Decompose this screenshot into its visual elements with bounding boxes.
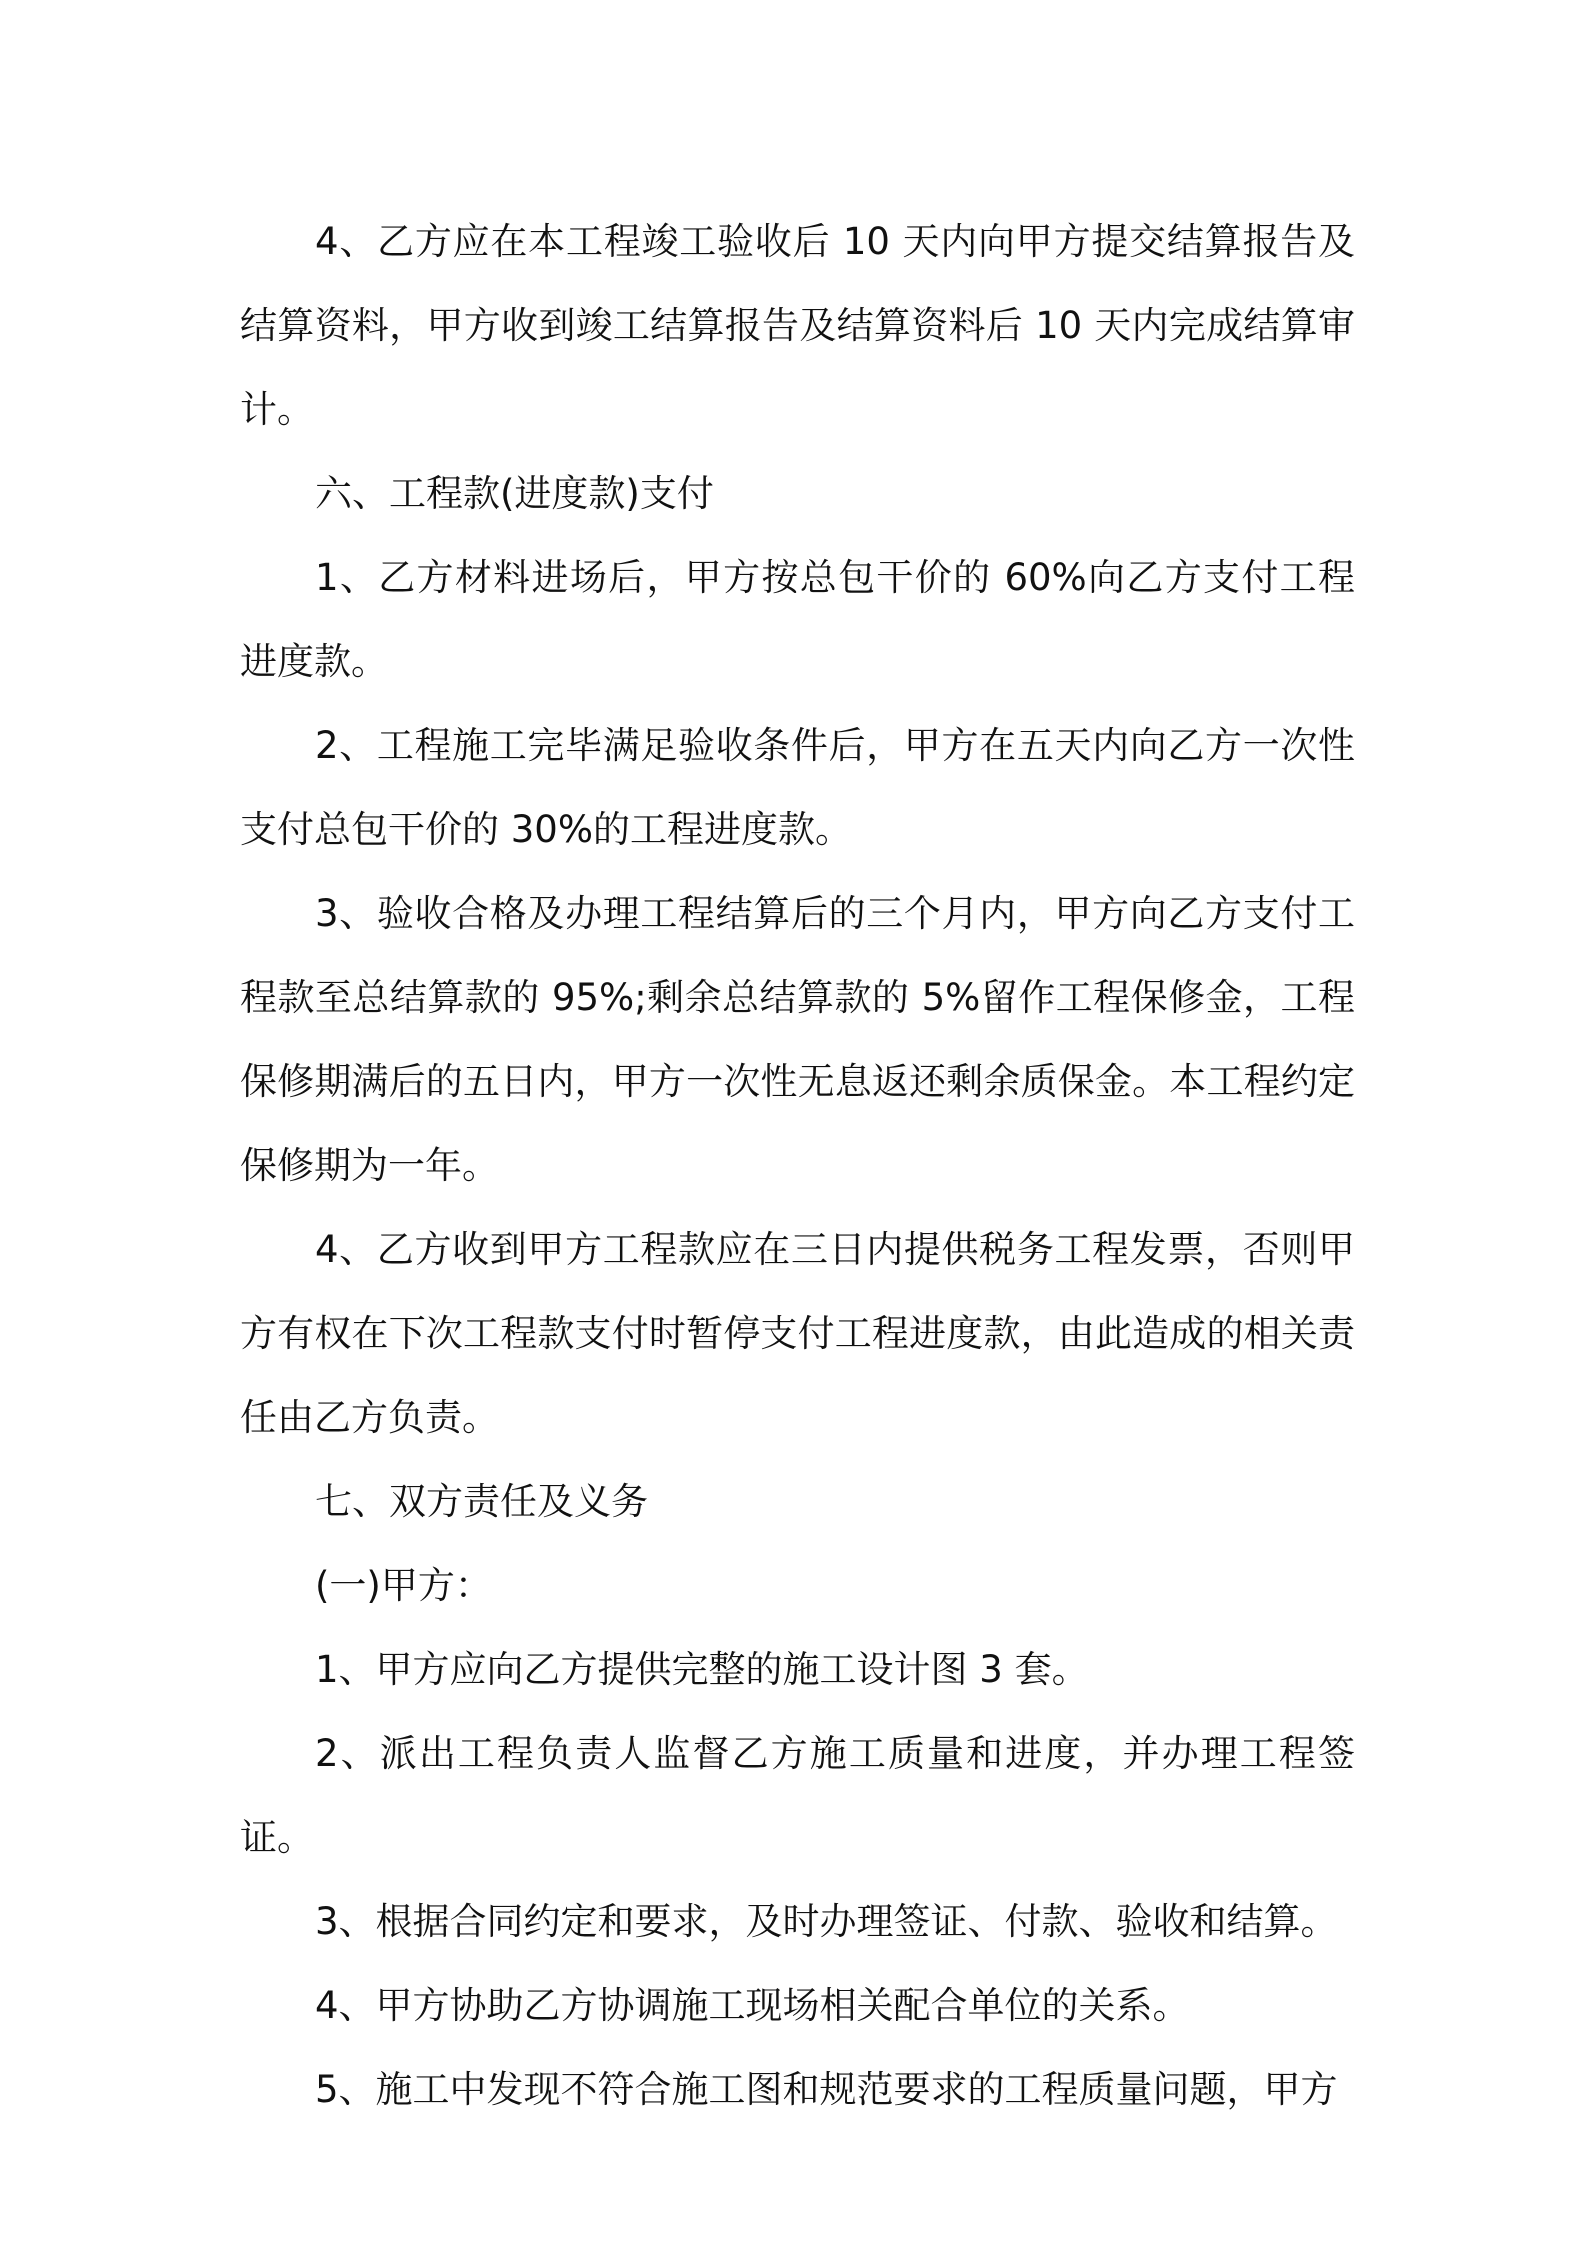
- document-page: [240, 200, 1355, 2132]
- paragraph-payment-4: 4、乙方收到甲方工程款应在三日内提供税务工程发票，否则甲方有权在下次工程款支付时暂停支付工程进度款，由此造成的相关责任由乙方负责。: [240, 1228, 1355, 1439]
- paragraph-settlement-report: 4、乙方应在本工程竣工验收后 10 天内向甲方提交结算报告及结算资料，甲方收到竣工结算报告及结算资料后 10 天内完成结算审计。: [240, 220, 1355, 431]
- paragraph-party-a-5: 5、施工中发现不符合施工图和规范要求的工程质量问题，甲方: [315, 2068, 1338, 2111]
- paragraph-payment-3: 3、验收合格及办理工程结算后的三个月内，甲方向乙方支付工程款至总结算款的 95%;剩余总结算款的 5%留作工程保修金，工程保修期满后的五日内，甲方一次性无息返还剩余质保金。本工程约定保修期为一年。: [240, 892, 1355, 1187]
- section-heading-payment: 六、工程款(进度款)支付: [315, 472, 714, 515]
- paragraph-party-a-2: 2、派出工程负责人监督乙方施工质量和进度，并办理工程签证。: [240, 1732, 1355, 1859]
- paragraph-payment-2: 2、工程施工完毕满足验收条件后，甲方在五天内向乙方一次性支付总包干价的 30%的工程进度款。: [240, 724, 1355, 851]
- paragraph-party-a-3: 3、根据合同约定和要求，及时办理签证、付款、验收和结算。: [315, 1900, 1338, 1943]
- section-heading-obligations: 七、双方责任及义务: [315, 1480, 648, 1523]
- paragraph-party-a-4: 4、甲方协助乙方协调施工现场相关配合单位的关系。: [315, 1984, 1190, 2027]
- subheading-party-a: (一)甲方：: [315, 1564, 492, 1607]
- paragraph-party-a-1: 1、甲方应向乙方提供完整的施工设计图 3 套。: [315, 1648, 1089, 1691]
- paragraph-payment-1: 1、乙方材料进场后，甲方按总包干价的 60%向乙方支付工程进度款。: [240, 556, 1355, 683]
